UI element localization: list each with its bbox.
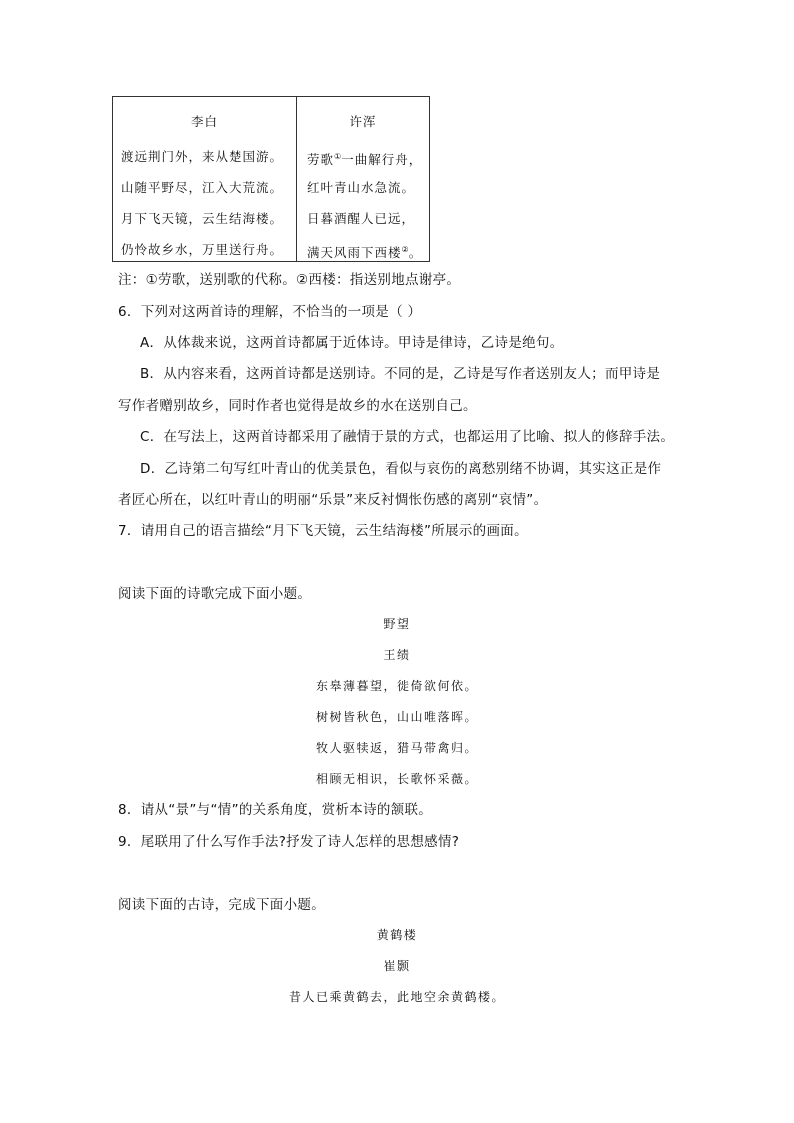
poem-line: 仍怜故乡水，万里送行舟。 [121, 242, 284, 257]
poem-line: 月下飞天镜，云生结海楼。 [121, 211, 284, 226]
poem-line [307, 141, 429, 172]
poem-author-li-bai: 李白 [190, 114, 218, 129]
question-6-option-d-cont: 者匠心所在，以红叶青山的明丽“乐景”来反衬惆怅伤感的离别“哀情”。 [118, 492, 548, 508]
poem-line-text: 一曲解行舟， [341, 152, 423, 168]
footnote-marker: ② [401, 245, 409, 254]
question-6-option-b-cont: 写作者赠别故乡，同时作者也觉得是故乡的水在送别自己。 [118, 398, 477, 414]
poem-line: 山随平野尽，江入大荒流。 [121, 180, 284, 195]
question-6-option-b: B．从内容来看，这两首诗都是送别诗。不同的是，乙诗是写作者送别友人；而甲诗是 [140, 366, 661, 382]
poem-column-xu-hun [297, 97, 429, 261]
poem-line: 牧人驱犊返，猎马带禽归。 [315, 741, 478, 755]
question-9: 9．尾联用了什么写作手法?抒发了诗人怎样的思想感情? [118, 834, 460, 850]
question-6-option-d: D．乙诗第二句写红叶青山的优美景色，看似与哀伤的离愁别绪不协调，其实这正是作 [140, 461, 662, 477]
poem-author-xu-hun: 许浑 [349, 114, 377, 129]
poem-line [307, 172, 429, 203]
section-2-intro: 阅读下面的诗歌完成下面小题。 [118, 586, 312, 602]
question-6-option-c: C．在写法上，这两首诗都采用了融情于景的方式，也都运用了比喻、拟人的修辞手法。 [140, 429, 675, 445]
footnote-marker: ① [334, 152, 342, 161]
poem-line: 相顾无相识，长歌怀采薇。 [315, 772, 478, 786]
question-6-stem: 6．下列对这两首诗的理解，不恰当的一项是（ ） [118, 304, 422, 320]
poem-line-text: 满天风雨下西楼 [307, 245, 402, 261]
poem-line [307, 203, 429, 234]
poem-title: 野望 [383, 617, 411, 631]
question-8: 8．请从“景”与“情”的关系角度，赏析本诗的颔联。 [118, 802, 433, 818]
poem-line-text: 红叶青山水急流。 [307, 180, 416, 195]
poem-line-text: 。 [408, 245, 423, 261]
question-7: 7．请用自己的语言描绘“月下飞天镜，云生结海楼”所展示的画面。 [118, 523, 528, 539]
poem-title: 黄鹤楼 [376, 928, 418, 942]
poem-line: 渡远荆门外，来从楚国游。 [121, 149, 284, 164]
poem-column-li-bai [113, 97, 297, 261]
question-6-option-a: A．从体裁来说，这两首诗都属于近体诗。甲诗是律诗，乙诗是绝句。 [140, 335, 564, 351]
poem-line: 昔人已乘黄鹤去，此地空余黄鹤楼。 [288, 990, 505, 1004]
poem-author: 崔颢 [383, 959, 411, 973]
poem-line [307, 234, 429, 265]
poem-line: 东皋薄暮望，徙倚欲何依。 [315, 679, 478, 693]
poem-line-text: 劳歌 [307, 152, 335, 168]
poem-line: 树树皆秋色，山山唯落晖。 [315, 710, 478, 724]
poem-author: 王绩 [383, 648, 411, 662]
poem-line-text: 日暮酒醒人已远， [307, 211, 416, 226]
section-3-intro: 阅读下面的古诗，完成下面小题。 [118, 897, 325, 913]
annotation-note: 注：①劳歌，送别歌的代称。②西楼：指送别地点谢亭。 [118, 272, 461, 288]
poem-comparison-table [112, 96, 430, 262]
